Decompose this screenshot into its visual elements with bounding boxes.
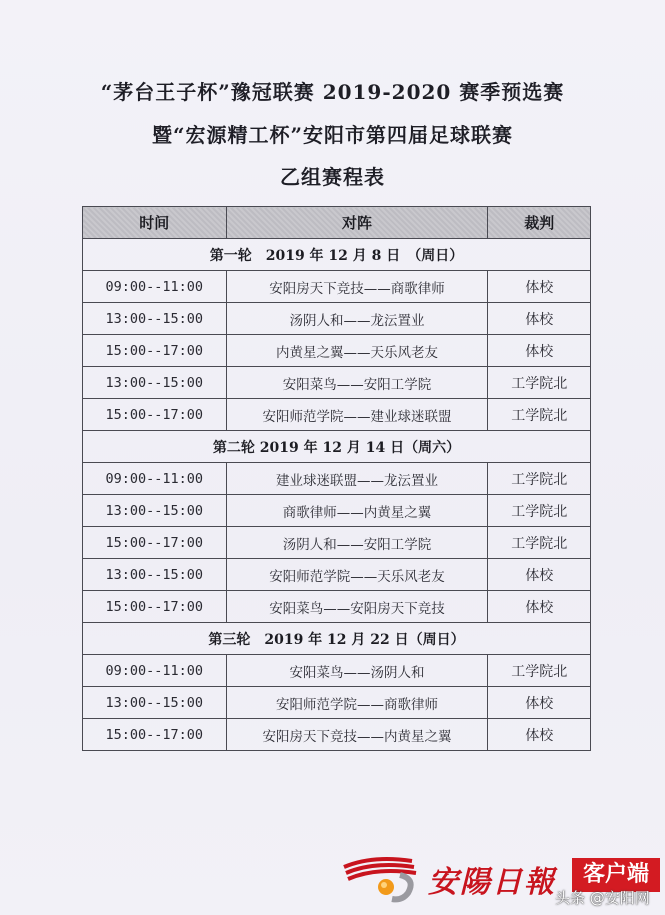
table-row [83,271,591,303]
match-referee: 体校 [488,719,591,751]
match-teams: 汤阴人和——龙沄置业 [226,303,488,335]
newspaper-name: 安陽日報 [428,865,556,900]
match-teams: 安阳菜鸟——汤阴人和 [226,655,488,687]
match-referee: 工学院北 [488,463,591,495]
match-time: 09:00--11:00 [83,463,227,495]
header-row [83,207,591,239]
round-label: 第一轮 2019 年 12 月 8 日 （周日） [83,239,591,271]
header-referee: 裁判 [488,207,591,239]
match-teams: 安阳师范学院——建业球迷联盟 [226,399,488,431]
match-time: 13:00--15:00 [83,367,227,399]
title-line-2: 暨“宏源精工杯”安阳市第四届足球联赛 [151,123,513,147]
match-teams: 汤阴人和——安阳工学院 [226,527,488,559]
match-time: 15:00--17:00 [83,591,227,623]
schedule-table [82,206,591,751]
round-row [83,623,591,655]
table-row [83,303,591,335]
table-row [83,335,591,367]
match-teams: 安阳师范学院——商歌律师 [226,687,488,719]
match-referee: 体校 [488,271,591,303]
table-row [83,655,591,687]
table-row [83,495,591,527]
match-time: 09:00--11:00 [83,655,227,687]
match-referee: 工学院北 [488,495,591,527]
match-time: 15:00--17:00 [83,719,227,751]
match-teams: 安阳房天下竞技——商歌律师 [226,271,488,303]
header-time: 时间 [83,207,227,239]
match-time: 13:00--15:00 [83,559,227,591]
client-badge: 客户端 [572,858,660,892]
match-time: 15:00--17:00 [83,399,227,431]
round-label: 第二轮 2019 年 12 月 14 日（周六） [83,431,591,463]
match-time: 15:00--17:00 [83,527,227,559]
match-referee: 体校 [488,303,591,335]
match-teams: 安阳师范学院——天乐风老友 [226,559,488,591]
table-row [83,591,591,623]
match-referee: 体校 [488,687,591,719]
round-label: 第三轮 2019 年 12 月 22 日（周日） [83,623,591,655]
table-row [83,399,591,431]
match-time: 09:00--11:00 [83,271,227,303]
match-referee: 体校 [488,591,591,623]
match-time: 13:00--15:00 [83,687,227,719]
match-time: 13:00--15:00 [83,303,227,335]
title-line-1: “茅台王子杯”豫冠联赛 2019-2020 赛季预选赛 [100,80,565,104]
table-row [83,463,591,495]
match-referee: 工学院北 [488,367,591,399]
match-teams: 安阳菜鸟——安阳房天下竞技 [226,591,488,623]
round-row [83,239,591,271]
round-row [83,431,591,463]
anyang-daily-logo-icon [342,853,422,903]
table-row [83,527,591,559]
match-time: 13:00--15:00 [83,495,227,527]
match-teams: 建业球迷联盟——龙沄置业 [226,463,488,495]
match-teams: 安阳菜鸟——安阳工学院 [226,367,488,399]
match-referee: 体校 [488,559,591,591]
match-referee: 工学院北 [488,527,591,559]
match-time: 15:00--17:00 [83,335,227,367]
table-row [83,559,591,591]
match-referee: 工学院北 [488,655,591,687]
title-line-3: 乙组赛程表 [280,165,385,189]
match-referee: 体校 [488,335,591,367]
source-watermark: 头条 @安阳网 [555,889,650,907]
table-row [83,719,591,751]
match-teams: 安阳房天下竞技——内黄星之翼 [226,719,488,751]
header-match: 对阵 [226,207,488,239]
table-row [83,687,591,719]
table-row [83,367,591,399]
match-referee: 工学院北 [488,399,591,431]
match-teams: 商歌律师——内黄星之翼 [226,495,488,527]
match-teams: 内黄星之翼——天乐风老友 [226,335,488,367]
